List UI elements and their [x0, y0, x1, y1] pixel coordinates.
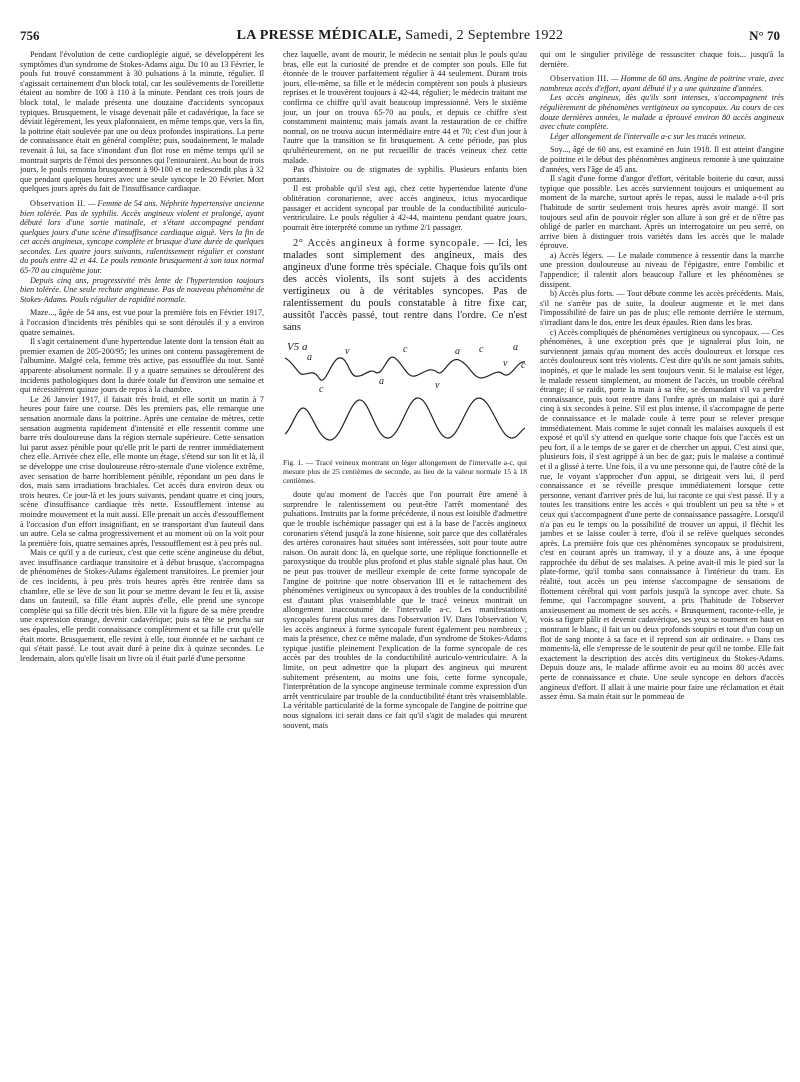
figure-label-a: a — [513, 342, 518, 354]
paragraph: Soy..., âgé de 60 ans, est examiné en Juin 1918. Il est atteint d'angine de poitrine et le début des phénomènes angineux remonte à une quinzaine d'années, vers l'âge de 45 ans. — [540, 145, 784, 174]
paragraph: chez laquelle, avant de mourir, le médecin ne sentait plus le pouls qu'au bras, elle eut la curiosité de prendre et de compter son pouls. Elle fut étonnée de le trouver parfaitement régulier à 44 seulement. Durant trois jours, elle-même, sa fille et le médecin comptèrent son pouls à plusieurs reprises et le trouvèrent toujours à 42-44, régulier; le médecin traitant me confirma ce chiffre qu'il avait beaucoup impressionné. Vers le sixième jour, un jour on trouva 65-70 au pouls, et depuis ce chiffre s'est constamment maintenu; mais jamais avant la restauration de ce chiffre normal, on ne trouva aucun intermédiaire entre 44 et 70; c'est d'un jour à l'autre que la transition se fit brusquement. A cette période, pas plus qu'ultérieurement, on ne put recueillir de tracés veineux chez cette malade. — [283, 50, 527, 165]
paragraph: Il est probable qu'il s'est agi, chez cette hypertendue latente d'une oblitération coronarienne, avec accès angineux, ictus myocardique passager et accident syncopal par trouble de la conductibilité auriculo-ventriculaire. Le pouls régulier à 42-44, maintenu pendant quatre jours, pourrait être interprété comme un rythme 2/1 passager. — [283, 184, 527, 232]
observation-3-summary — [540, 74, 784, 93]
observation-2-summary — [20, 199, 264, 276]
page-number: 756 — [20, 28, 40, 43]
observation-heading: Observation III. — [550, 74, 609, 84]
figure-label-a: a — [379, 376, 384, 388]
observation-3-summary-cont: Les accès angineux, dès qu'ils sont intenses, s'accompagnent très régulièrement de phénomènes vertigineux ou syncopaux. Au cours de ces douze dernières années, le malade a éprouvé environ 80 accès angineux avec chute complète. — [540, 93, 784, 132]
paragraph: Il s'agit d'une forme d'angor d'effort, véritable boiterie du cœur, aussi typique que possible. Les accès surviennent toujours et uniquement au moment de la marche, surtout après le repas, aussi le malade a-t-il pris l'habitude de sortir seulement trois heures après avoir mangé. Il sort toujours seul afin de pouvoir régler son allure à son gré et de n'être pas obligé de parler en marchant. Après un interrogatoire un peu serré, on arrive bien à distinguer trois variétés dans les accès que le malade éprouve. — [540, 174, 784, 251]
column-middle — [283, 50, 527, 1076]
figure-label-v: v — [435, 380, 440, 392]
paragraph: Pas d'histoire ou de stigmates de syphilis. Plusieurs enfants bien portants. — [283, 165, 527, 184]
section-text: — Ici, les malades sont simplement des angineux, mais des angineux d'une forme très spéciale. Chaque fois qu'ils ont des accès violents, ils sont sujets à des accidents vertigineux ou à de véritables syncopes. Pas de ralentissement du pouls constatable à titre fixe car, aussitôt l'accès passé, tout rentre dans l'ordre. Ce n'est sans — [283, 238, 527, 334]
observation-2-summary-cont: Depuis cinq ans, progressivité très lente de l'hypertension toujours bien tolérée. Une seule rechute angineuse. Pas de nouveau phénomène de Stokes-Adams. Pouls régulier de rapidité normale. — [20, 275, 264, 304]
journal-title-line — [20, 28, 780, 44]
issue-number: N° 70 — [749, 28, 780, 43]
paragraph: Le 26 Janvier 1917, il faisait très froid, et elle sortit un matin à 7 heures pour faire une course. Dès les premiers pas, elle remarque une sensation anormale dans la poitrine. Après une centaine de mètres, cette sensation augmenta rapidement d'intensité et elle ressentit comme une barre très douloureuse dans la région sternale supérieure. Cette sensation lui parut assez pénible pour qu'elle prit le parti de rentrer immédiatement chez elle. Arrivée chez elle, elle monte un étage, s'étend sur son lit et là, il se développe une crise douloureuse rétro-sternale d'une violence extrême, avec sensation de barre horriblement pénible, répondant un peu dans le dos, mais sans irradiations brachiales. Cet accès dura environ deux ou trois heures. Ce jour-là et les jours suivants, pendant quatre et cinq jours, scène d'insuffisance cardiaque très nette. Essoufflement intense au moindre mouvement et la nuit aussi. Elle prenait un accès d'essoufflement à l'occasion d'un effort insignifiant, en se transportant d'un fauteuil dans un autre. Cela se calma progressivement et au moment où on la voit pour la première fois, quatre semaines après, l'essoufflement est à peu près nul. — [20, 394, 264, 548]
paragraph: Mais ce qu'il y a de curieux, c'est que cette scène angineuse du début, avec insuffisance cardiaque transitoire et à début brusque, s'accompagna de phénomènes de Stokes-Adams également transitoires. Le premier jour de ces incidents, à peu près trois heures après être rentrée dans sa chambre, elle se lève de son lit pour se mettre devant le feu et là, assise dans un fauteuil, sa fille étant auprès d'elle, elle prend une syncope complète qui sa fille décrit très bien. Elle vit la figure de sa mère prendre une expression étrange, devenir cadavérique; puis sa tête se pencha sur ses épaules, elle perdit connaissance complètement et sa fille crut qu'elle était morte. Brusquement, elle revint à elle, tout étonnée et ne sachant ce qui s'était passé. Le tout avait duré à peine dix à quinze secondes. Le lendemain, alors qu'elle lisait un livre où il était parlé d'une personne — [20, 548, 264, 663]
journal-name: LA PRESSE MÉDICALE, — [236, 28, 402, 43]
observation-text: — Homme de 60 ans. Angine de poitrine vraie, avec nombreux accès d'effort, ayant débuté il y a une quinzaine d'années. — [540, 74, 784, 93]
paragraph: Il s'agit certainement d'une hypertendue latente dont la tension était au premier examen de 205-200/95; les urines ont contenu passagèrement de l'albumine. Malgré cela, femme très active, pas essoufflée du tout. Santé apparente absolument normale. Il y a quatre semaines se déroulèrent des incidents pathologiques dont la durée totale fut d'environ une semaine et qui nécessitèrent quinze jours de repos à la chambre. — [20, 337, 264, 395]
paragraph: a) Accès légers. — Le malade commence à ressentir dans la marche une pression douloureuse au niveau de l'épigastre, entre l'ombilic et l'appendice; il ralentit alors beaucoup l'allure et les phénomènes se dissipent. — [540, 250, 784, 289]
lower-tracing — [285, 398, 525, 440]
figure-label-c: c — [319, 384, 324, 396]
paragraph: qui ont le singulier privilège de ressusciter chaque fois... jusqu'à la dernière. — [540, 50, 784, 69]
figure-caption: Fig. 1. — Tracé veineux montrant un léger allongement de l'intervalle a-c, qui mesure plus de 25 centièmes de seconde, au lieu de la valeur normale 15 à 18 centièmes. — [283, 458, 527, 486]
section-heading: 2° Accès angineux à forme syncopale. — [293, 238, 480, 250]
observation-text: — Femme de 54 ans. Néphrite hypertensive ancienne bien tolérée. Pas de syphilis. Accès angineux violent et prolongé, ayant débuté lors d'une sortie matinale, et s'étant accompagné pendant quelques jours d'une scène d'insuffisance cardiaque aiguë. Vers la fin de cet accès angineux, syncope complète et brusque d'une durée de quelques secondes. Les quatre jours suivants, ralentissement régulier et constant du pouls entre 42 et 44. Le pouls remonte brusquement à son taux normal 65-70 au cinquième jour. — [20, 198, 264, 276]
paragraph: Maze..., âgée de 54 ans, est vue pour la première fois en Février 1917, à l'occasion d'incidents très pénibles qui se sont déroulés il y a environ quatre semaines. — [20, 308, 264, 337]
figure-label-c: c — [403, 344, 408, 356]
observation-3-summary-cont: Léger allongement de l'intervalle a-c sur les tracés veineux. — [550, 131, 747, 141]
column-left — [20, 50, 264, 1076]
figure-corner-mark: V5 a — [287, 341, 308, 354]
paragraph: c) Accès compliqués de phénomènes vertigineux ou syncopaux. — Ces phénomènes, à une exception près que je signalerai plus loin, ne surviennent jamais qu'au moment des accès douloureux et lorsque ces accès douloureux sont très violents. C'est dire qu'ils ne sont jamais subits, inopinés, et que le malade les sent toujours venir. Si le malaise est léger, le malade ressent simplement, au moment de l'accès, un trouble cérébral étrange; il se raidit, porte la main à sa tête, se demandant s'il va perdre connaissance, puis tout rentre dans l'ordre après un malaise qui a duré cinq à six secondes à peine. S'il est plus intense, il s'accompagne de perte de connaissance et le malade coule à terre pour se relever presque immédiatement. Mais comme le sujet connaît les malaises auxquels il est exposé et qu'il s'y attend en quelque sorte chaque fois que l'accès est un peu fort, il a le temps de se garer et de chercher un appui. C'est ainsi que, plusieurs fois, il s'est agrippé à un bec de gaz; puis le malaise a continué et il a glissé à terre. Une fois, il a vu une personne qui, de l'autre côté de la rue, le voyant s'approcher d'un appui, se dirigeait vers lui, il perd connaissance et se réveille presque immédiatement lorsque cette personne, venant d'arriver près de lui, lui raconte ce qui s'est passé. Il y a toutes les transitions entre les accès « qui troublent un peu sa tête » et ceux qui s'accompagnent d'une perte de connaissance passagère. Lorsqu'il n'a pas eu le temps ou la possibilité de trouver un appui, il fléchit les jambes et se laisse couler à terre, d'où il se relève quelques secondes après. La première fois que ces phénomènes syncopaux se produisirent, c'est en courant après un tramway, il y a douze ans, à une époque rapprochée du début de ses malaises. A peine avait-il mis le pied sur la plate-forme, qu'il tomba sans connaissance à l'intérieur du tram. En réalité, tout accès un peu intense s'accompagne de sensations de flottement cérébral qui vont parfois jusqu'à la syncope avec chute. Sa femme, qui l'accompagne souvent, a pris l'habitude de l'observer anxieusement au moment de ses accès. « Brusquement, raconte-t-elle, je vois sa figure pâlir et devenir cadavérique, ses yeux se tournent en haut en montrant le blanc, il fait un ou deux profonds soupirs et tout d'un coup un flot de sang monte à sa face et il reprend son air ordinaire. » Dans ces moments-là, elle s'empresse de le soutenir de peur qu'il ne tombe. Elle fait exactement la description des accès dits vertigineux du Stokes-Adams. Depuis douze ans, le malade affirme avoir eu au moins 80 accès avec perte de connaissance et chute. Une seule syncope en dehors d'accès angineux d'effort. Il allait à une mairie pour faire une réclamation et était assez ému. Sa main était sur le pommeau de — [540, 327, 784, 702]
column-right — [540, 50, 784, 1076]
issue-date: Samedi, 2 Septembre 1922 — [405, 28, 564, 43]
paragraph: b) Accès plus forts. — Tout débute comme les accès précédents. Mais, s'il ne s'arrête pas de suite, la douleur augmente et le met dans l'impossibilité de faire un pas de plus; elle remonte derrière le sternum, s'irradiant dans le dos, entre les deux épaules. Rien dans les bras. — [540, 289, 784, 328]
figure-label-v: v — [503, 358, 508, 370]
figure-label-a: a — [307, 352, 312, 364]
observation-heading: Observation II. — [30, 198, 86, 208]
section-2-intro — [283, 238, 527, 334]
paragraph: doute qu'au moment de l'accès que l'on pourrait être amené à surprendre le ralentissement ou peut-être l'arrêt momentané des pulsations. Instruits par la forme précédente, il nous est loisible d'admettre que le trouble ischémique passager qui est à la base de l'accès angineux coronarien s'étend jusqu'à la zone hisienne, soit parce que des collatérales des artères coronaires haut situées sont intéressées, soit pour toute autre raison. On aurait donc là, en quelque sorte, une réplique fonctionnelle et paroxystique du trouble plus profond et plus stable signalé plus haut. On ne peut pas trouver de meilleur exemple de cette forme syncopale de l'angine de poitrine que notre observation III et le rattachement des phénomènes vertigineux ou syncopaux à des troubles de la conductibilité est d'autant plus vraisemblable que le tracé veineux montrait un allongement inaccoutumé de l'intervalle a-c. Les manifestations syncopales furent plus rares dans l'observation IV. Dans l'observation V, les accès angineux à forme syncopale furent également peu nombreux ; mais la présence, chez ce même malade, d'un syndrome de Stokes-Adams typique justifie pleinement l'explication de la forme syncopale de ces accès par des troubles de la conductibilité auriculo-ventriculaire. A la limite, on peut admettre que la plupart des angineux qui meurent subitement présentent, au moins une fois, cette forme syncopale, l'interprétation de la syncope angineuse terminale comme expression d'un arrêt ventriculaire par trouble de la conductibilité étant très vraisemblable. La véritable particularité de la forme syncopale de l'angine de poitrine que nous signalons ici serait dans ce fait qu'il s'agit de malades qui meurent souvent, mais — [283, 490, 527, 730]
figure-label-a: a — [455, 346, 460, 358]
upper-tracing — [285, 357, 525, 380]
figure-label-c: c — [521, 360, 526, 372]
figure-label-c: c — [479, 344, 484, 356]
page-header — [20, 28, 780, 46]
figure-label-v: v — [345, 346, 350, 358]
venous-tracing-figure — [283, 338, 527, 454]
paragraph: Pendant l'évolution de cette cardioplégie aiguë, se développèrent les symptômes d'un syndrome de Stokes-Adams aigu. Du 10 au 13 Février, le pouls fut trouvé constamment à 30 pulsations à la minute, régulier. Il s'agissait certainement d'un block total, car les soulèvements de l'oreillette étaient au nombre de 100 à 110 à la minute. Pendant ces trois jours de block total, le malade présenta une douzaine d'accidents syncopaux typiques. Brusquement, le visage devenait pâle et cadavérique, la face se déviait légèrement, les yeux plafonnaient, en même temps que, vers la fin, la poitrine était soulevée par une ou deux profondes inspirations. La perte de connaissance était en général complète; puis, soudainement, le malade revenait à lui, sa face s'inondant d'un flot rose en même temps qu'il se montrait surpris de l'émoi des personnes qui l'entouraient. Au bout de trois jours, le pouls remonta brusquement à 90-100 et ne redescendit plus à 32 que pendant quelques heures avec une seule syncope le 20 Février. Mort quelques jours après du fait de l'insuffisance cardiaque. — [20, 50, 264, 194]
